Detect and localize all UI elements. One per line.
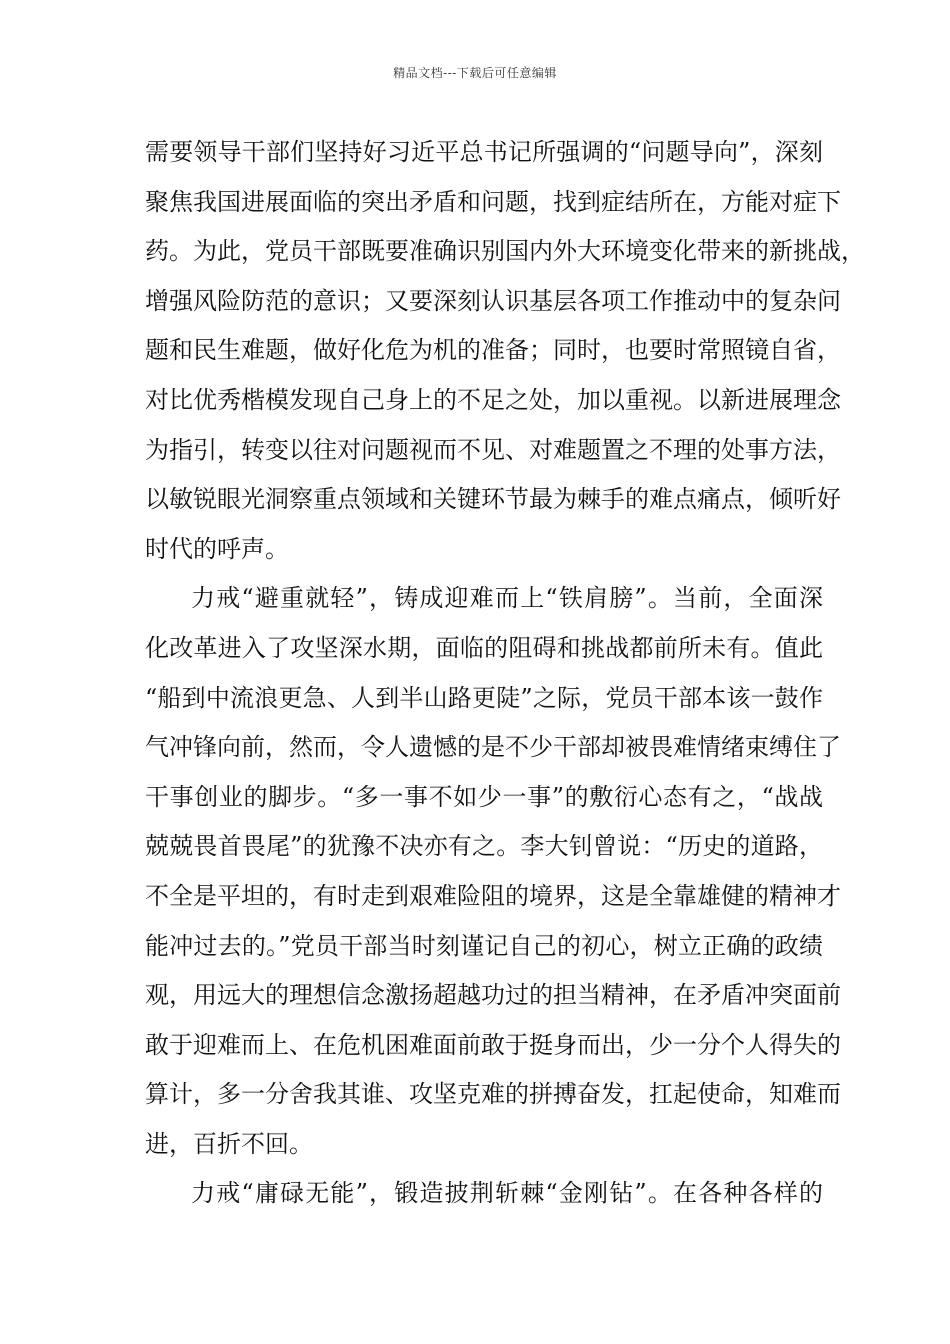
paragraph-first-line: 力戒“避重就轻”，铸成迎难而上“铁肩膀”。当前，全面深 xyxy=(191,584,823,613)
paragraph-first-line: 力戒“庸碌无能”，锻造披荆斩棘“金刚钻”。在各种各样的 xyxy=(191,1179,823,1208)
text-line: 进，百折不回。 xyxy=(145,1129,313,1158)
text-line: 不全是平坦的，有时走到艰难险阻的境界，这是全靠雄健的精神才 xyxy=(145,881,841,910)
text-line: 气冲锋向前，然而，令人遗憾的是不少干部却被畏难情绪束缚住了 xyxy=(145,733,841,762)
text-line: 敢于迎难而上、在危机困难面前敢于挺身而出，少一分个人得失的 xyxy=(145,1030,841,1059)
text-line: 观，用远大的理想信念激扬超越功过的担当精神，在矛盾冲突面前 xyxy=(145,981,841,1010)
text-line: 为指引，转变以往对问题视而不见、对难题置之不理的处事方法， xyxy=(145,435,841,464)
text-line: 兢兢畏首畏尾”的犹豫不决亦有之。李大钊曾说：“历史的道路， xyxy=(145,832,823,861)
text-line: 题和民生难题，做好化危为机的准备；同时，也要时常照镜自省， xyxy=(145,336,841,365)
text-line: 需要领导干部们坚持好习近平总书记所强调的“问题导向”，深刻 xyxy=(145,138,823,166)
text-line: 时代的呼声。 xyxy=(145,534,289,563)
text-line: 算计，多一分舍我其谁、攻坚克难的拼搏奋发，扛起使命，知难而 xyxy=(145,1080,841,1109)
document-body xyxy=(145,128,865,1219)
page-header: 精品文档---下载后可任意编辑 xyxy=(393,66,557,80)
text-line: 干事创业的脚步。“多一事不如少一事”的敷衍心态有之，“战战 xyxy=(145,782,823,811)
text-line: 对比优秀楷模发现自己身上的不足之处，加以重视。以新进展理念 xyxy=(145,385,841,414)
text-line: “船到中流浪更急、人到半山路更陡”之际，党员干部本该一鼓作 xyxy=(145,683,823,712)
text-line: 化改革进入了攻坚深水期，面临的阻碍和挑战都前所未有。值此 xyxy=(145,633,823,662)
text-line: 药。为此，党员干部既要准确识别国内外大环境变化带来的新挑战， xyxy=(145,237,865,266)
text-line: 增强风险防范的意识；又要深刻认识基层各项工作推动中的复杂问 xyxy=(145,286,841,315)
text-line: 能冲过去的。”党员干部当时刻谨记自己的初心，树立正确的政绩 xyxy=(145,931,823,960)
text-line: 以敏锐眼光洞察重点领域和关键环节最为棘手的难点痛点，倾听好 xyxy=(145,485,841,514)
text-line: 聚焦我国进展面临的突出矛盾和问题，找到症结所在，方能对症下 xyxy=(145,187,841,216)
